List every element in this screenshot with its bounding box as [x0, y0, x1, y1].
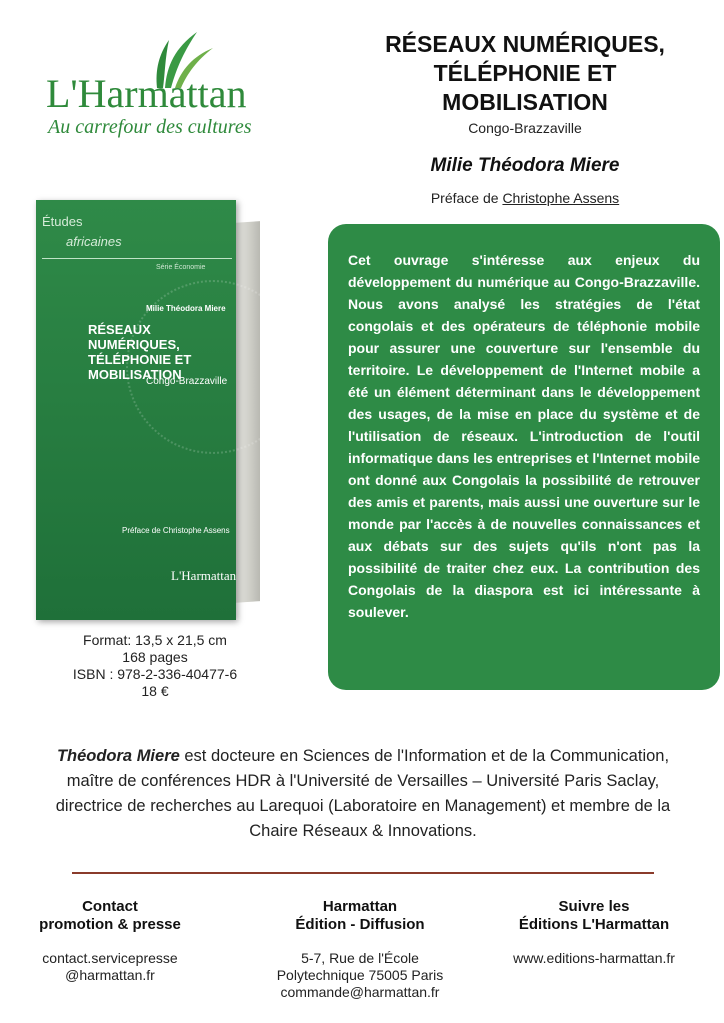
bio-text: est docteure en Sciences de l'Information et de la Communication, maître de conférences HDR à l'Université de Versailles – Université Paris Saclay, directrice de recherches au Larequoi (Laboratoire en Management) et membre de la Chaire Réseaux & Innovations.: [55, 747, 671, 840]
contact-email-line[interactable]: contact.servicepresse: [42, 950, 178, 966]
book-isbn: ISBN : 978-2-336-40477-6: [72, 666, 238, 682]
preface-author-link[interactable]: Christophe Assens: [502, 190, 620, 206]
cover-serie: Série Économie: [156, 264, 206, 271]
cover-subtitle: Congo-Brazzaville: [146, 376, 228, 387]
footer-heading: Suivre les: [558, 898, 630, 915]
website-link[interactable]: www.editions-harmattan.fr: [513, 950, 675, 966]
title-line: TÉLÉPHONIE ET: [433, 60, 617, 86]
footer-heading: promotion & presse: [39, 916, 181, 933]
cover-series-sub: africaines: [66, 234, 122, 249]
author-bio: [50, 744, 676, 844]
title-line: RÉSEAUX NUMÉRIQUES,: [385, 31, 665, 57]
cover-rule: [42, 258, 232, 259]
book-price: 18 €: [141, 683, 169, 699]
footer-contact: [0, 898, 220, 984]
book-subtitle: Congo-Brazzaville: [468, 120, 582, 136]
footer-diffusion: [250, 898, 470, 1001]
order-email[interactable]: commande@harmattan.fr: [280, 984, 440, 1000]
summary-text: Cet ouvrage s'intéresse aux enjeux du développement du numérique au Congo-Brazzaville. Nous avons analysé les stratégies de l'état congolais et des opérateurs de téléphonie mobile pour assurer une couverture sur l'ensemble du territoire. Le développement de l'Internet mobile a été un élément déterminant dans le développement des usages, de la mise en place du système et de l'utilisation de réseaux. L'introduction de l'outil informatique dans les entreprises et l'Internet mobile ont donné aux Congolais la possibilité de retrouver des amis et parents, mais aussi une ouverture sur le monde par l'accès à de nouvelles connaissances et aux débats sur des sujets qu'ils n'ont pas la possibilité de traiter chez eux. La contribution des Congolais de la diaspora est ici intéressante à soulever.: [348, 252, 700, 620]
title-line: MOBILISATION: [442, 89, 608, 115]
book-front-cover: [36, 200, 236, 620]
footer-heading: Harmattan: [322, 898, 398, 915]
book-cover-image: [36, 200, 286, 620]
preface-prefix: Préface de: [430, 190, 503, 206]
divider: [72, 872, 654, 874]
book-format: Format: 13,5 x 21,5 cm: [83, 632, 227, 648]
footer-heading: Contact: [82, 898, 138, 915]
preface-line: [330, 190, 720, 206]
book-details: [50, 632, 260, 700]
address-line: Polytechnique 75005 Paris: [276, 967, 444, 983]
footer-follow: [484, 898, 704, 967]
logo-wordmark: L'Harmattan: [46, 71, 247, 116]
cover-publisher: L'Harmattan: [171, 568, 237, 583]
cover-title: RÉSEAUX NUMÉRIQUES, TÉLÉPHONIE ET MOBILISATION: [88, 322, 192, 382]
book-author: Milie Théodora Miere: [430, 155, 620, 176]
cover-preface: Préface de Christophe Assens: [122, 526, 230, 535]
publisher-logo: [40, 30, 280, 140]
address-line: 5-7, Rue de l'École: [301, 950, 419, 966]
bio-name: Théodora Miere: [56, 747, 180, 765]
summary-box: [328, 224, 720, 690]
cover-author: Milie Théodora Miere: [146, 304, 226, 313]
footer-heading: Édition - Diffusion: [295, 916, 425, 933]
footer-heading: Éditions L'Harmattan: [518, 916, 670, 933]
logo-tagline: Au carrefour des cultures: [48, 116, 252, 138]
book-pages: 168 pages: [122, 649, 188, 665]
contact-email-line[interactable]: @harmattan.fr: [65, 967, 155, 983]
cover-series: Études: [42, 214, 83, 229]
book-title: [330, 30, 720, 117]
